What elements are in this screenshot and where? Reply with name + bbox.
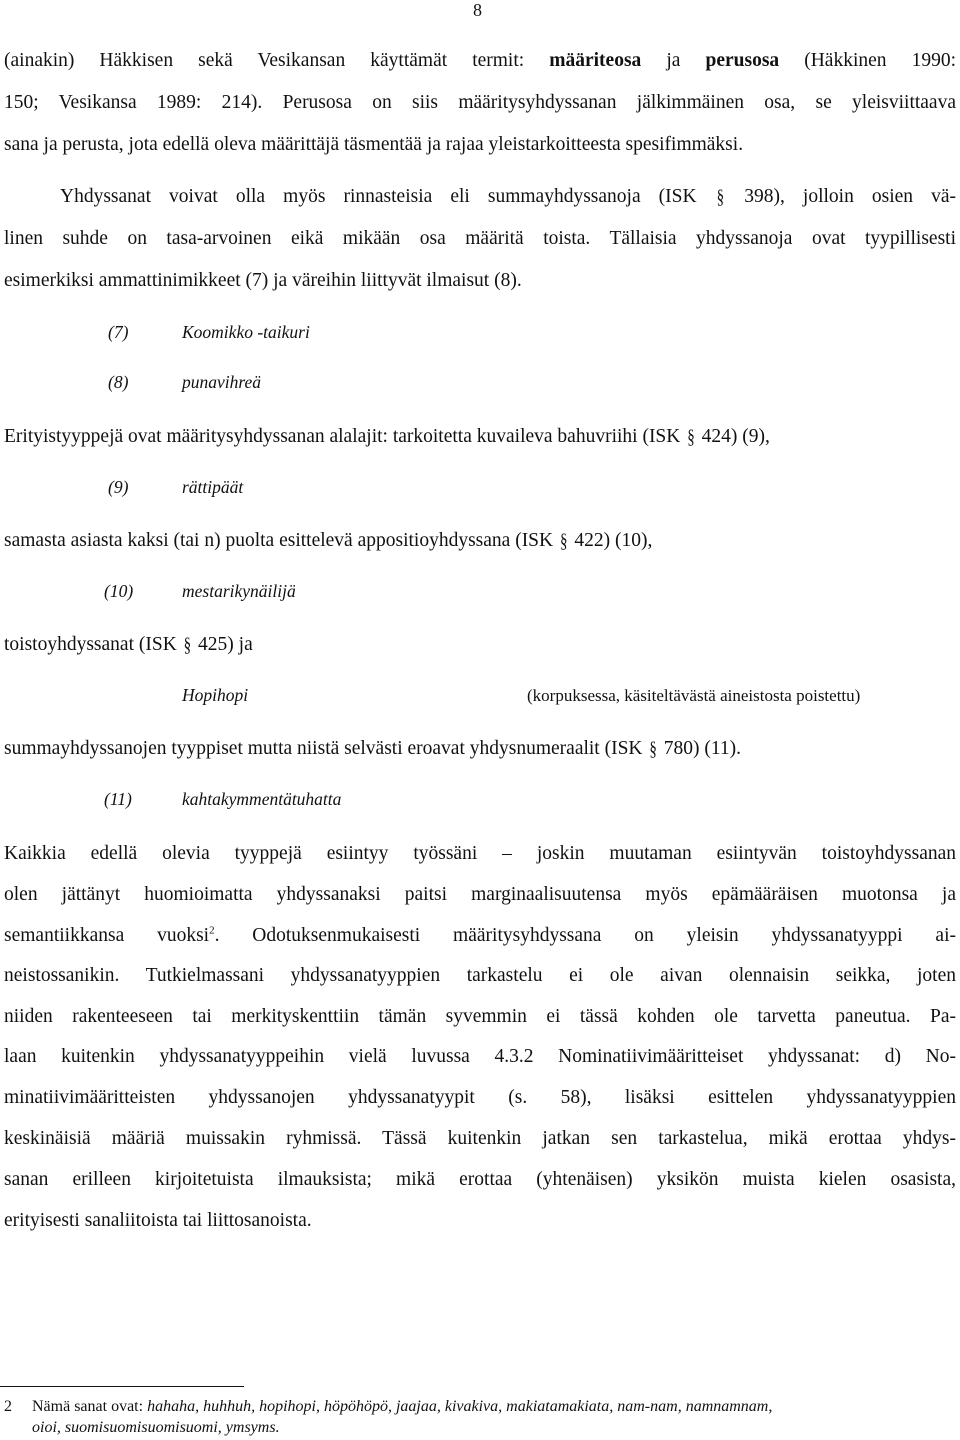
paragraph-2-line-3: esimerkiksi ammattinimikkeet (7) ja väreihin liittyvät ilmaisut (8). — [4, 270, 522, 291]
example-8-word: punavihreä — [182, 372, 262, 392]
text: samasta asiasta kaksi (tai n) puolta esittelevä appositioyhdyssana (ISK — [4, 530, 554, 551]
paragraph-3-line-5: niiden rakenteeseen tai merkityskenttiin tämän syvemmin ei tässä kohden ole tarvetta paneutua. Pa- — [4, 1006, 956, 1027]
hopihopi-word: Hopihopi — [182, 685, 249, 705]
paragraph-3-line-1: Kaikkia edellä olevia tyyppejä esiintyy työssäni – joskin muutaman esiintyvän toistoyhdyssanan — [4, 843, 956, 864]
paragraph-1-line-2: 150; Vesikansa 1989: 214). Perusosa on siis määritysyhdyssanan jälkimmäinen osa, se yleisviittaava — [4, 92, 956, 113]
samasta-asiasta-line — [4, 530, 652, 552]
text: . Odotuksenmukaisesti määritysyhdyssana on yleisin yhdyssanatyyppi ai- — [214, 925, 956, 946]
example-9-word: rättipäät — [182, 477, 244, 497]
footnote-words: hahaha, huhhuh, hopihopi, höpöhöpö, jaajaa, kivakiva, makiatamakiata, nam-nam, namnamnam, — [147, 1398, 773, 1415]
text: ja — [641, 50, 706, 71]
footnote-line-1 — [32, 1398, 772, 1416]
text: 780) (11). — [663, 738, 742, 759]
section-sign: § — [687, 427, 695, 449]
footnote-rule — [0, 1386, 244, 1387]
example-7-number: (7) — [108, 322, 129, 342]
text: (ainakin) Häkkisen sekä Vesikansan käyttämät termit: — [4, 50, 550, 71]
term-maariteosa: määriteosa — [549, 50, 642, 71]
paragraph-2-line-2: linen suhde on tasa-arvoinen eikä mikään osa määritä toista. Tällaisia yhdyssanoja ovat tyypillisesti — [4, 228, 956, 249]
footnote-ref: 2 — [209, 924, 215, 937]
example-11-word: kahtakymmentätuhatta — [182, 789, 342, 809]
paragraph-3-line-8: keskinäisiä määriä muissakin ryhmissä. Tässä kuitenkin jatkan sen tarkastelua, mikä erottaa yhdys- — [4, 1128, 956, 1149]
text: semantiikkansa vuoksi — [4, 925, 210, 946]
text: summayhdyssanojen tyyppiset mutta niistä selvästi eroavat yhdysnumeraalit (ISK — [4, 738, 643, 759]
text: Yhdyssanat voivat olla myös rinnasteisia eli summayhdyssanoja (ISK — [60, 186, 697, 207]
paragraph-1-line-3: sana ja perusta, jota edellä oleva määrittäjä täsmentää ja rajaa yleistarkoitteesta spesifimmäksi. — [4, 134, 744, 155]
example-11-number: (11) — [104, 789, 132, 809]
paragraph-3-line-10: erityisesti sanaliitoista tai liittosanoista. — [4, 1210, 312, 1231]
paragraph-3-line-3 — [4, 925, 956, 947]
example-7-word: Koomikko -taikuri — [182, 322, 310, 342]
paragraph-1-line-1 — [4, 50, 956, 72]
text: toistoyhdyssanat (ISK — [4, 634, 177, 655]
footnote-lead: Nämä sanat ovat: — [32, 1398, 148, 1415]
text: 425) ja — [198, 634, 253, 655]
example-10-word: mestarikynäilijä — [182, 581, 296, 601]
example-10-number: (10) — [104, 581, 134, 601]
section-sign: § — [183, 635, 192, 657]
footnote-words: oioi, suomisuomisuomisuomi, ymsyms. — [32, 1419, 280, 1436]
text: Erityistyyppejä ovat määritysyhdyssanan alalajit: tarkoitetta kuvaileva bahuvriihi (ISK — [4, 426, 681, 447]
text: 424) (9), — [701, 426, 770, 447]
paragraph-3-line-6: laan kuitenkin yhdyssanatyyppeihin vielä luvussa 4.3.2 Nominatiivimääritteiset yhdyssanat: d) No- — [4, 1046, 956, 1067]
toistoyhdyssanat-line — [4, 634, 253, 656]
text: 422) (10), — [574, 530, 653, 551]
page-number: 8 — [473, 0, 482, 20]
text: (Häkkinen 1990: — [779, 50, 956, 71]
example-9-number: (9) — [108, 477, 129, 497]
erityistyyppeja-line — [4, 426, 770, 448]
footnote-number: 2 — [4, 1398, 12, 1415]
summayhdyssanojen-line — [4, 738, 741, 760]
section-sign: § — [716, 187, 725, 209]
hopihopi-note: (korpuksessa, käsiteltävästä aineistosta poistettu) — [527, 686, 861, 705]
paragraph-3-line-2: olen jättänyt huomioimatta yhdyssanaksi paitsi marginaalisuutensa myös epämääräisen muotonsa ja — [4, 884, 956, 905]
paragraph-3-line-9: sanan erilleen kirjoitetuista ilmauksista; mikä erottaa (yhtenäisen) yksikön muista kielen osasista, — [4, 1169, 956, 1190]
term-perusosa: perusosa — [705, 50, 780, 71]
paragraph-2-line-1 — [60, 186, 956, 208]
text: 398), jolloin osien vä- — [744, 186, 956, 207]
example-8-number: (8) — [108, 372, 129, 392]
section-sign: § — [649, 739, 657, 761]
footnote-line-2 — [32, 1419, 280, 1437]
paragraph-3-line-7: minatiivimääritteisten yhdyssanojen yhdyssanatyypit (s. 58), lisäksi esittelen yhdyssanatyyppien — [4, 1087, 956, 1108]
section-sign: § — [560, 531, 568, 553]
paragraph-3-line-4: neistossanikin. Tutkielmassani yhdyssanatyyppien tarkastelu ei ole aivan olennaisin seikka, joten — [4, 965, 956, 986]
